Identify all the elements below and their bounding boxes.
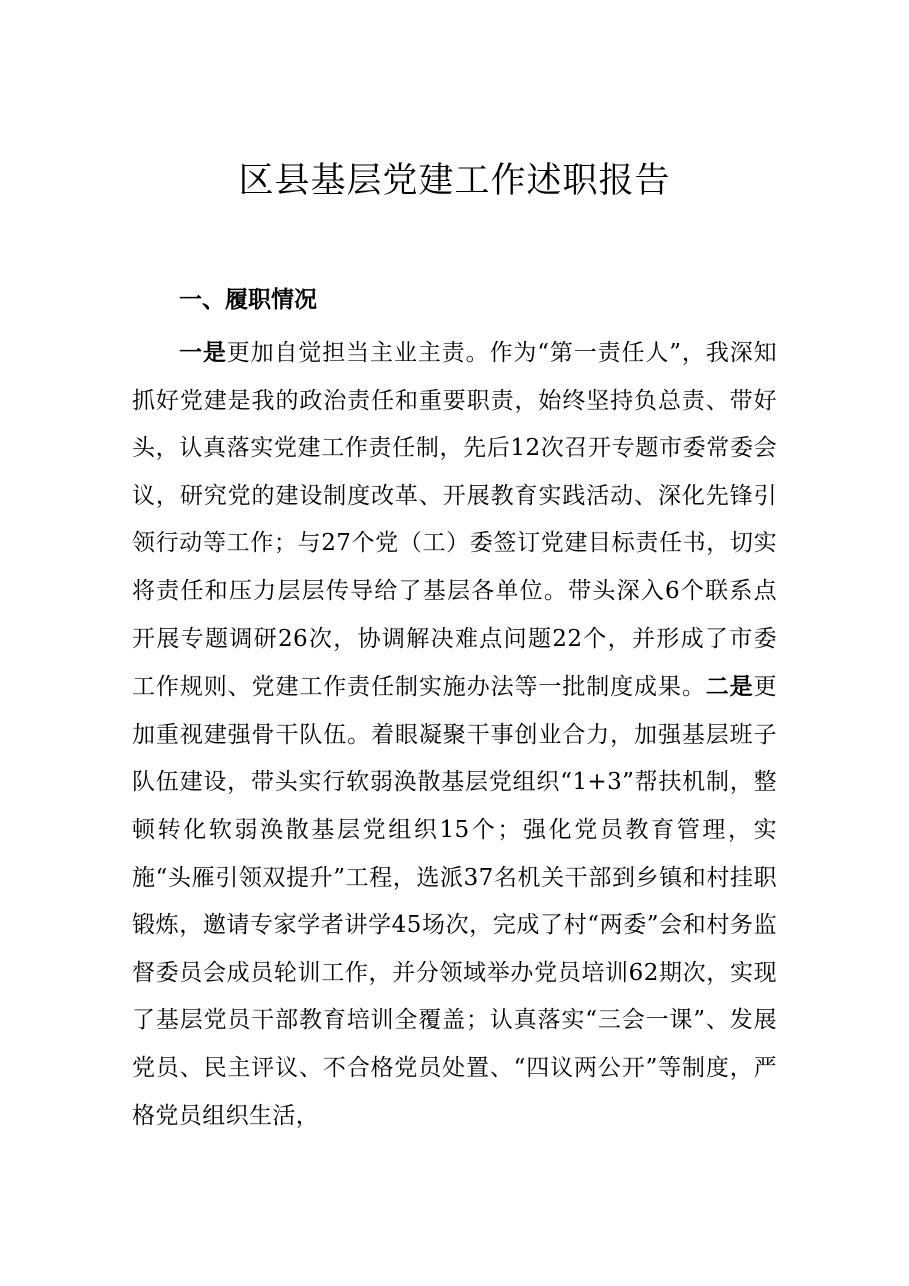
body-paragraph [132, 329, 777, 1140]
paragraph-lead-2: 二是 [705, 673, 754, 701]
section-heading: 一、履职情况 [179, 286, 317, 313]
paragraph-text-1: 更加自觉担当主业主责。作为“第一责任人”，我深知抓好党建是我的政治责任和重要职责，始终坚持负总责、带好头，认真落实党建工作责任制，先后12次召开专题市委常委会议，研究党的建设制度改革、开展教育实践活动、深化先锋引领行动等工作；与27个党（工）委签订党建目标责任书，切实将责任和压力层层传导给了基层各单位。带头深入6个联系点开展专题调研26次，协调解决难点问题22个，并形成了市委工作规则、党建工作责任制实施办法等一批制度成果。 [132, 340, 777, 701]
document-title: 区县基层党建工作述职报告 [238, 161, 671, 201]
paragraph-lead-1: 一是 [179, 339, 227, 366]
paragraph-text-2: 更加重视建强骨干队伍。着眼凝聚干事创业合力，加强基层班子队伍建设，带头实行软弱涣散基层党组织“1+3”帮扶机制，整顿转化软弱涣散基层党组织15个；强化党员教育管理，实施“头雁引领双提升”工程，选派37名机关干部到乡镇和村挂职锻炼，邀请专家学者讲学45场次，完成了村“两委”会和村务监督委员会成员轮训工作，并分领域举办党员培训62期次，实现了基层党员干部教育培训全覆盖；认真落实“三会一课”、发展党员、民主评议、不合格党员处置、“四议两公开”等制度，严格党员组织生活， [132, 674, 777, 1129]
